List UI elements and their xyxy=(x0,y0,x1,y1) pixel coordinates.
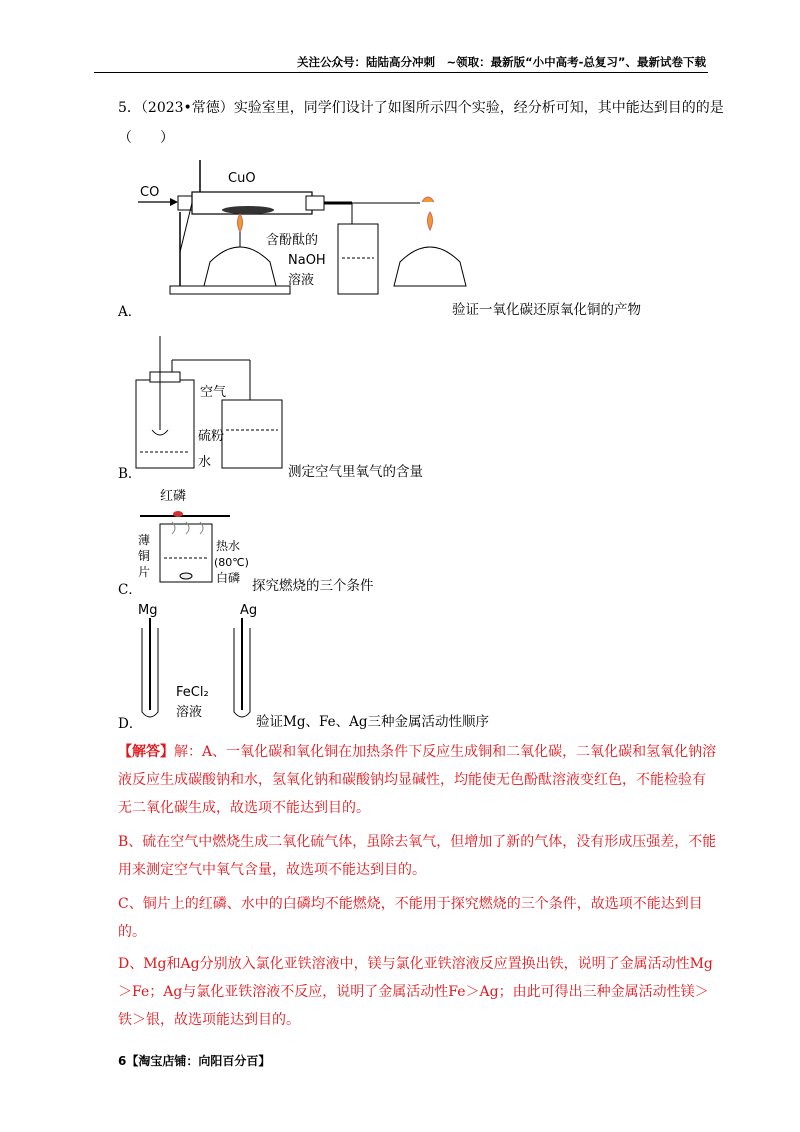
label-co: CO xyxy=(140,185,160,200)
question-source: （2023•常德） xyxy=(140,100,234,116)
figure-b-apparatus xyxy=(130,330,290,472)
label-mg: Mg xyxy=(138,603,158,618)
label-temp: (80℃) xyxy=(214,556,249,569)
label-cuo: CuO xyxy=(228,171,256,186)
jar-stopper xyxy=(150,372,180,382)
question-stem xyxy=(118,98,724,118)
wash-bottle xyxy=(338,224,378,294)
header-rule xyxy=(94,72,708,73)
label-white-phosphorus: 白磷 xyxy=(216,571,241,585)
answer-paragraph-d: D、Mg和Ag分别放入氯化亚铁溶液中，镁与氯化亚铁溶液反应置换出铁，说明了金属活动性Mg＞Fe；Ag与氯化亚铁溶液不反应，说明了金属活动性Fe＞Ag；由此可得出三种金属活动性镁＞铁＞银，故选项能达到目的。 xyxy=(118,956,713,1028)
page-number: 6 xyxy=(118,1054,127,1068)
answer-intro: 解： xyxy=(174,744,202,760)
shop-name: 【淘宝店铺：向阳百分百】 xyxy=(126,1054,271,1068)
answer-label: 【解答】 xyxy=(118,744,174,760)
lamp-flame-a2 xyxy=(428,212,433,230)
option-d-letter: D． xyxy=(118,716,143,732)
label-indicator-2: NaOH xyxy=(288,253,326,268)
option-c-letter: C． xyxy=(118,582,142,598)
label-red-phosphorus: 红磷 xyxy=(160,489,187,504)
white-phosphorus xyxy=(180,573,192,579)
label-solution-1: FeCl₂ xyxy=(176,685,209,700)
label-water: 水 xyxy=(198,455,212,470)
question-number: 5． xyxy=(118,100,141,116)
label-indicator-1: 含酚酞的 xyxy=(266,233,319,248)
label-sulfur: 硫粉 xyxy=(198,429,225,444)
option-c-caption: 探究燃烧的三个条件 xyxy=(252,578,374,594)
option-b-letter: B． xyxy=(118,466,142,482)
stopper-right xyxy=(306,196,324,210)
question-text: 实验室里，同学们设计了如图所示四个实验，经分析可知，其中能达到目的的是 xyxy=(233,100,724,116)
answer-paragraph-c: C、铜片上的红磷、水中的白磷均不能燃烧，不能用于探究燃烧的三个条件，故选项不能达到目的。 xyxy=(118,896,703,940)
label-solution-2: 溶液 xyxy=(176,705,203,720)
label-ag: Ag xyxy=(240,603,258,618)
page-header: 关注公众号：陆陆高分冲刺 ~领取：最新版“小中高考-总复习”、最新试卷下载 xyxy=(296,55,706,69)
option-a-letter: A． xyxy=(118,304,142,320)
figure-a-apparatus xyxy=(130,152,510,304)
beaker xyxy=(222,400,282,468)
option-d-caption: 验证Mg、Fe、Ag三种金属活动性顺序 xyxy=(256,714,489,730)
stand-base xyxy=(170,286,290,294)
figure-d-apparatus xyxy=(130,598,260,722)
alcohol-lamp-a1 xyxy=(204,247,276,286)
label-air: 空气 xyxy=(200,385,227,400)
answer-blank: （ ） xyxy=(118,130,174,146)
alcohol-lamp-a2 xyxy=(394,247,466,286)
label-copper-2: 铜 xyxy=(138,549,151,563)
label-indicator-3: 溶液 xyxy=(288,273,315,288)
label-hot-water: 热水 xyxy=(216,539,241,553)
page-footer xyxy=(118,1052,270,1069)
exhaust-flame xyxy=(422,197,434,202)
co-arrow-head xyxy=(170,198,178,206)
answer-paragraph-a xyxy=(118,738,718,822)
answer-a-text: A、一氧化碳和氧化铜在加热条件下反应生成铜和二氧化碳，二氧化碳和氢氧化钠溶液反应生成碳酸钠和水，氢氧化钠和碳酸钠均显碱性，均能使无色酚酞溶液变红色，不能检验有无二氧化碳生成，故选项不能达到目的。 xyxy=(118,744,717,816)
option-a-caption: 验证一氧化碳还原氧化铜的产物 xyxy=(452,302,641,318)
option-b-caption: 测定空气里氧气的含量 xyxy=(288,464,423,480)
figure-c-apparatus xyxy=(130,484,250,586)
jar xyxy=(136,380,194,468)
label-copper-1: 薄 xyxy=(138,533,151,547)
answer-paragraph-b: B、硫在空气中燃烧生成二氧化硫气体，虽除去氧气，但增加了新的气体，没有形成压强差，不能用来测定空气中氧气含量，故选项不能达到目的。 xyxy=(118,834,717,878)
label-copper-3: 片 xyxy=(138,565,151,579)
cuo-powder xyxy=(222,206,274,214)
red-phosphorus xyxy=(173,511,183,517)
lamp-flame-a1 xyxy=(238,214,243,232)
